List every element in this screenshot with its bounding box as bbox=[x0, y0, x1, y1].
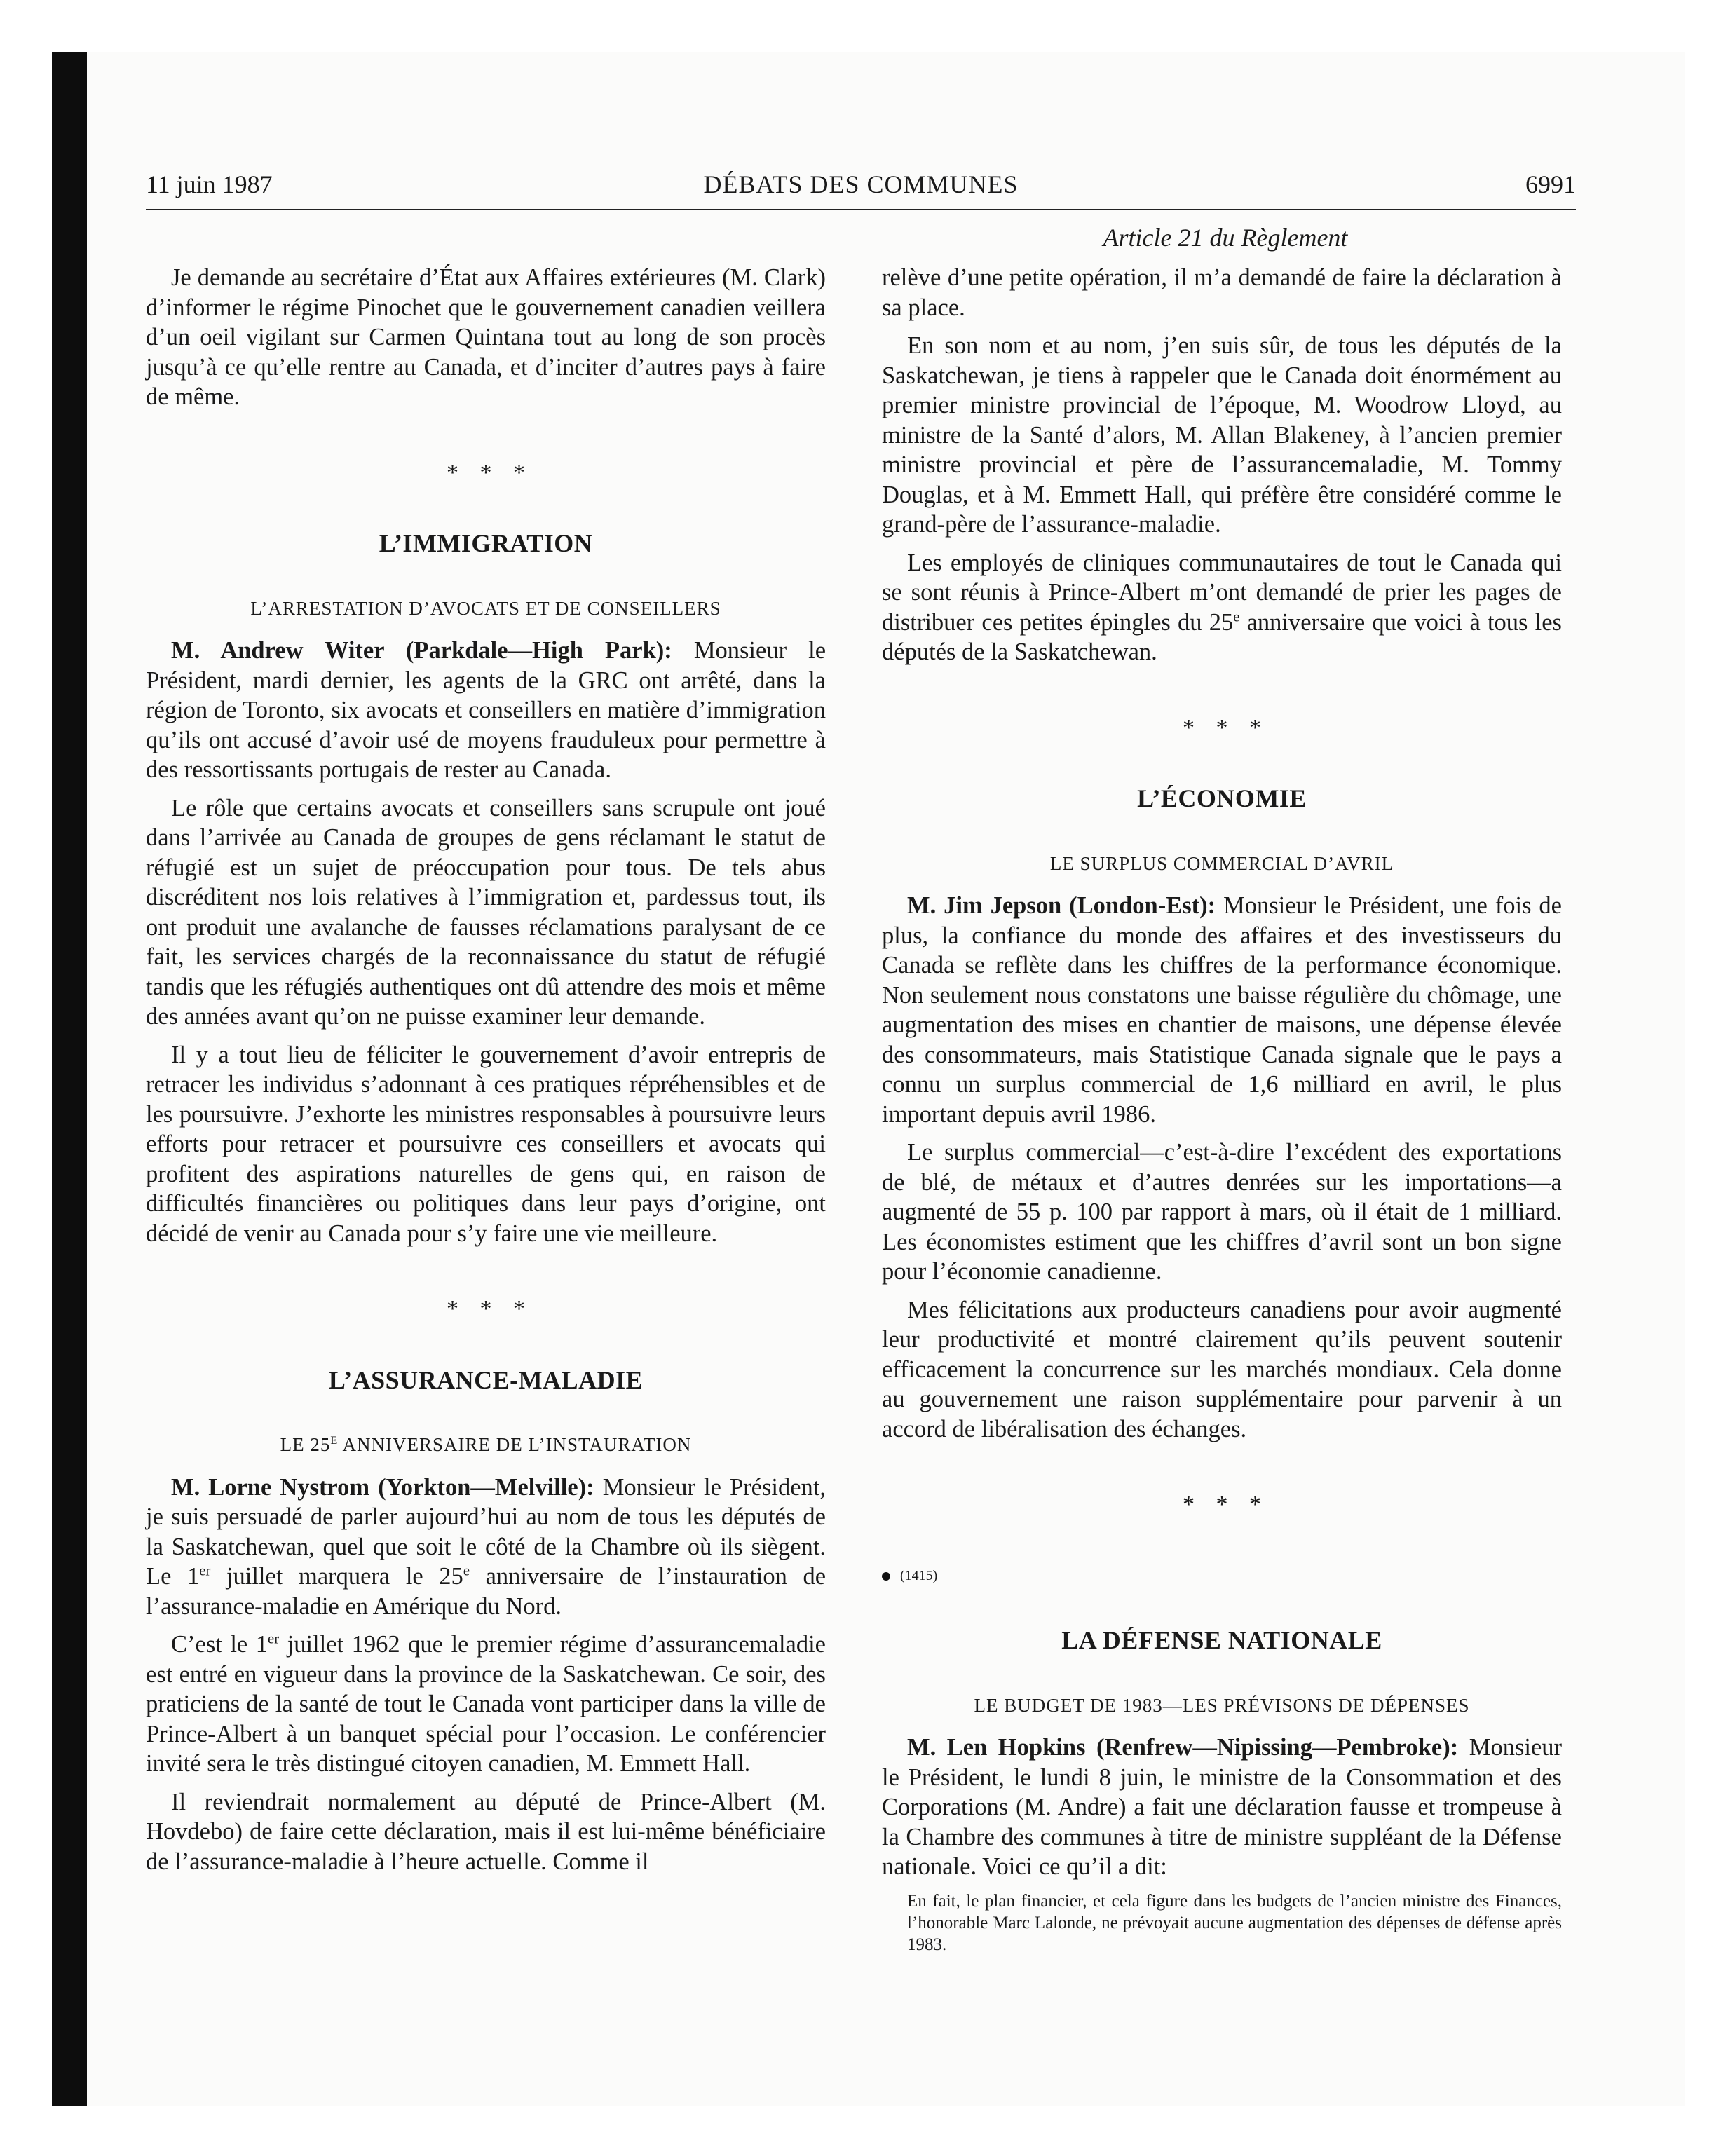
superscript: e bbox=[1233, 609, 1240, 625]
paragraph: Mes félicitations aux producteurs canadiens pour avoir augmenté leur productivité et montré clairement qu’ils peuvent soutenir efficacement la concurrence sur les marchés mondiaux. Cela donne au gouvernement une raison supplémentaire pour parvenir à un accord de libéralisation des échanges. bbox=[882, 1296, 1562, 1442]
right-column bbox=[882, 263, 1562, 1956]
paragraph bbox=[882, 891, 1562, 1129]
section-subheader: Article 21 du Règlement bbox=[1103, 224, 1348, 252]
speech-text: Monsieur le Président, une fois de plus, la confiance du monde des affaires et des investisseurs du Canada se reflète dans les chiffres de la performance économique. Non seulement nous constatons une baisse régulière du chômage, une augmentation des mises en chantier de maisons, une dépense élevée des consommateurs, mais Statistique Canada signale que le pays a connu un surplus commercial de 1,6 milliard en avril, le plus important depuis avril 1986. bbox=[882, 892, 1562, 1128]
speech-text: anniversaire que voici à tous les députés de la Saskatchewan. bbox=[882, 608, 1562, 665]
speaker-name: M. Jim Jepson (London-Est): bbox=[907, 892, 1216, 919]
subhead-text: ANNIVERSAIRE DE L’INSTAURATION bbox=[338, 1434, 692, 1455]
speech-text: Les employés de cliniques communautaires de tout le Canada qui se sont réunis à Prince-Albert m’ont demandé de prier les pages de distribuer ces petites épingles du 25 bbox=[882, 549, 1562, 636]
time-marker bbox=[882, 1561, 1562, 1591]
section-separator: * * * bbox=[447, 1296, 525, 1322]
running-header bbox=[146, 170, 1576, 210]
speech-text: Monsieur le Président, je suis persuadé de parler aujourd’hui au nom de tous les députés de la Saskatchewan, quel que soit le côté de la Chambre où ils siègent. Le 1 bbox=[146, 1473, 826, 1590]
speaker-name: M. Andrew Witer (Parkdale—High Park): bbox=[171, 637, 672, 664]
section-heading-healthcare: L’ASSURANCE-MALADIE bbox=[328, 1365, 644, 1394]
paragraph: Je demande au secrétaire d’État aux Affaires extérieures (M. Clark) d’informer le régime Pinochet que le gouvernement canadien veillera d’un oeil vigilant sur Carmen Quintana tout au long de son procès jusqu’à ce qu’elle rentre au Canada, et d’inciter d’autres pays à faire de même. bbox=[146, 264, 826, 410]
section-heading-immigration: L’IMMIGRATION bbox=[379, 529, 593, 557]
paragraph bbox=[882, 1733, 1562, 1882]
speech-text: Monsieur le Président, mardi dernier, les agents de la GRC ont arrêté, dans la région de Toronto, six avocats et conseillers en matière d’immigration qu’ils ont accusé d’avoir usé de moyens frauduleux pour permettre à des ressortissants portugais de rester au Canada. bbox=[146, 637, 826, 783]
time-marker-text: (1415) bbox=[900, 1567, 938, 1583]
paragraph bbox=[146, 1473, 826, 1622]
paragraph bbox=[146, 636, 826, 785]
section-separator: * * * bbox=[447, 459, 525, 486]
header-date: 11 juin 1987 bbox=[146, 170, 273, 198]
superscript: er bbox=[199, 1563, 211, 1579]
section-heading-economy: L’ÉCONOMIE bbox=[1137, 784, 1307, 812]
paragraph: relève d’une petite opération, il m’a demandé de faire la déclaration à sa place. bbox=[882, 264, 1562, 321]
paragraph bbox=[146, 1630, 826, 1779]
section-subhead bbox=[146, 1430, 826, 1460]
speech-text: Monsieur le Président, le lundi 8 juin, le ministre de la Consommation et des Corporations (M. Andre) a fait une déclaration fausse et trompeuse à la Chambre des communes à titre de ministre suppléant de la Défense nationale. Voici ce qu’il a dit: bbox=[882, 1734, 1563, 1880]
speaker-name: M. Len Hopkins (Renfrew—Nipissing—Pembroke): bbox=[907, 1734, 1459, 1761]
header-title: DÉBATS DES COMMUNES bbox=[703, 170, 1019, 198]
section-heading-defense: LA DÉFENSE NATIONALE bbox=[1061, 1626, 1382, 1654]
section-separator: * * * bbox=[1183, 1492, 1261, 1517]
paragraph: Il y a tout lieu de féliciter le gouvernement d’avoir entrepris de retracer les individus s’adonnant à ces pratiques répréhensibles et de les poursuivre. J’exhorte les ministres responsables à poursuivre leurs efforts pour retracer et poursuivre ces conseillers et avocats qui profitent des aspirations naturelles de gens qui, en raison de difficultés financières ou politiques dans leur pays d’origine, ont décidé de venir au Canada pour s’y faire une vie meilleure. bbox=[146, 1041, 826, 1247]
section-separator: * * * bbox=[1183, 714, 1261, 741]
superscript: er bbox=[268, 1631, 280, 1647]
paragraph: Il reviendrait normalement au député de Prince-Albert (M. Hovdebo) de faire cette déclaration, mais il est lui-même bénéficiaire de l’assurance-maladie à l’heure actuelle. Comme il bbox=[146, 1788, 826, 1875]
bullet-dot-icon bbox=[882, 1572, 890, 1581]
section-subhead: LE BUDGET DE 1983—LES PRÉVISONS DE DÉPENSES bbox=[974, 1694, 1470, 1716]
left-column bbox=[146, 263, 826, 1885]
speech-text: juillet marquera le 25 bbox=[210, 1563, 463, 1590]
paragraph bbox=[882, 548, 1562, 667]
speech-text: C’est le 1 bbox=[171, 1631, 268, 1658]
section-subhead: L’ARRESTATION D’AVOCATS ET DE CONSEILLERS bbox=[250, 597, 721, 619]
section-subhead: LE SURPLUS COMMERCIAL D’AVRIL bbox=[1049, 852, 1394, 874]
superscript: E bbox=[330, 1434, 339, 1447]
paragraph: Le surplus commercial—c’est-à-dire l’excédent des exportations de blé, de métaux et d’autres denrées sur les importations—a augmenté de 55 p. 100 par rapport à mars, où il était de 1 milliard. Les économistes estiment que les chiffres d’avril sont un bon signe pour l’économie canadienne. bbox=[882, 1139, 1562, 1285]
page-number: 6991 bbox=[1525, 170, 1576, 198]
paragraph: Le rôle que certains avocats et conseillers sans scrupule ont joué dans l’arrivée au Canada de groupes de gens réclamant le statut de réfugié est un sujet de préoccupation pour tous. De tels abus discréditent nos lois relatives à l’immigration et, pardessus tout, ils ont produit une avalanche de fausses réclamations paralysant de ce fait, les services chargés de la reconnaissance du statut de réfugié tandis que les réfugiés authentiques ont dû attendre des mois et même des années avant qu’on ne puisse examiner leur demande. bbox=[146, 794, 826, 1030]
subhead-text: LE 25 bbox=[280, 1434, 331, 1455]
scan-edge-shadow bbox=[52, 52, 87, 2106]
paragraph: En son nom et au nom, j’en suis sûr, de tous les députés de la Saskatchewan, je tiens à rappeler que le Canada doit énormément au premier ministre provincial de l’époque, M. Woodrow Lloyd, au ministre de la Santé d’alors, M. Allan Blakeney, à l’ancien premier ministre provincial et père de l’assurancemaladie, M. Tommy Douglas, et à M. Emmett Hall, qui préfère être considéré comme le grand-père de l’assurance-maladie. bbox=[882, 332, 1562, 538]
speech-text: juillet 1962 que le premier régime d’assurancemaladie est entré en vigueur dans la province de la Saskatchewan. Ce soir, des praticiens de la santé de tout le Canada vont participer dans la ville de Prince-Albert à un banquet spécial pour l’occasion. Le conférencier invité sera le très distingué citoyen canadien, M. Emmett Hall. bbox=[146, 1631, 826, 1777]
block-quote: En fait, le plan financier, et cela figure dans les budgets de l’ancien ministre des Finances, l’honorable Marc Lalonde, ne prévoyait aucune augmentation des dépenses de défense après 1983. bbox=[907, 1891, 1562, 1954]
speech-text: anniversaire de l’instauration de l’assurance-maladie en Amérique du Nord. bbox=[146, 1563, 826, 1620]
speaker-name: M. Lorne Nystrom (Yorkton—Melville): bbox=[171, 1473, 594, 1501]
superscript: e bbox=[463, 1563, 470, 1579]
